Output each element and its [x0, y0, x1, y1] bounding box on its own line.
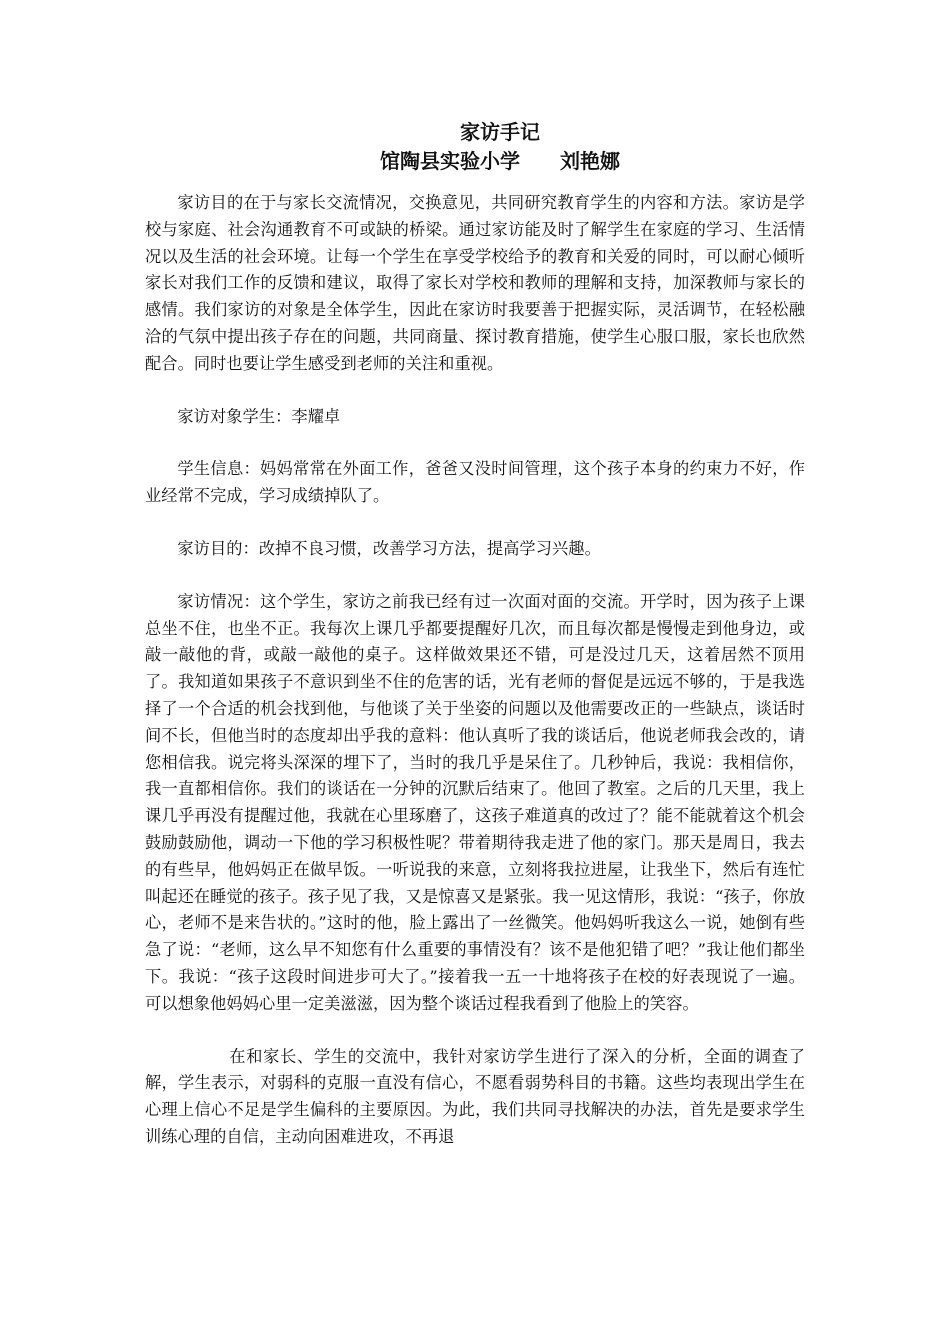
paragraph-student: 家访对象学生：李耀卓 [177, 406, 341, 426]
document-subtitle: 馆陶县实验小学 刘艳娜 [380, 149, 620, 173]
paragraph-student-info: 学生信息：妈妈常常在外面工作，爸爸又没时间管理，这个孩子本身的约束力不好，作业经常不完成，学习成绩掉队了。 [145, 459, 805, 506]
paragraph-purpose: 家访目的在于与家长交流情况，交换意见，共同研究教育学生的内容和方法。家访是学校与家庭、社会沟通教育不可或缺的桥梁。通过家访能及时了解学生在家庭的学习、生活情况以及生活的社会环境。让每一个学生在享受学校给予的教育和关爱的同时，可以耐心倾听家长对我们工作的反馈和建议，取得了家长对学校和教师的理解和支持，加深教师与家长的感情。我们家访的对象是全体学生，因此在家访时我要善于把握实际，灵活调节，在轻松融洽的气氛中提出孩子存在的问题，共同商量、探讨教育措施，使学生心服口服，家长也欣然配合。同时也要让学生感受到老师的关注和重视。 [145, 193, 805, 373]
document-title: 家访手记 [460, 120, 540, 144]
paragraph-visit-details: 家访情况：这个学生，家访之前我已经有过一次面对面的交流。开学时，因为孩子上课总坐不住，也坐不正。我每次上课几乎都要提醒好几次，而且每次都是慢慢走到他身边，或敲一敲他的背，或敲一敲他的桌子。这样做效果还不错，可是没过几天，这着居然不顶用了。我知道如果孩子不意识到坐不住的危害的话，光有老师的督促是远远不够的，于是我选择了一个合适的机会找到他，与他谈了关于坐姿的问题以及他需要改正的一些缺点，谈话时间不长，但他当时的态度却出乎我的意料：他认真听了我的谈话后，他说老师我会改的，请您相信我。说完将头深深的埋下了，当时的我几乎是呆住了。几秒钟后，我说：我相信你，我一直都相信你。我们的谈话在一分钟的沉默后结束了。他回了教室。之后的几天里，我上课几乎再没有提醒过他，我就在心里琢磨了，这孩子难道真的改过了？能不能就着这个机会鼓励鼓励他，调动一下他的学习积极性呢？带着期待我走进了他的家门。那天是周日，我去的有些早，他妈妈正在做早饭。一听说我的来意，立刻将我拉进屋，让我坐下，然后有连忙叫起还在睡觉的孩子。孩子见了我，又是惊喜又是紧张。我一见这情形，我说：“孩子，你放心，老师不是来告状的。”这时的他，脸上露出了一丝微笑。他妈妈听我这么一说，她倒有些急了说：“老师，这么早不知您有什么重要的事情没有？该不是他犯错了吧？”我让他们都坐下。我说：“孩子这段时间进步可大了。”接着我一五一十地将孩子在校的好表现说了一遍。可以想象他妈妈心里一定美滋滋，因为整个谈话过程我看到了他脸上的笑容。 [145, 591, 805, 1013]
paragraph-visit-goal: 家访目的：改掉不良习惯，改善学习方法，提高学习兴趣。 [177, 538, 601, 558]
document-page [145, 118, 805, 1177]
paragraph-analysis: 在和家长、学生的交流中，我针对家访学生进行了深入的分析，全面的调查了解，学生表示，对弱科的克服一直没有信心，不愿看弱势科目的书籍。这些均表现出学生在心理上信心不足是学生偏科的主要原因。为此，我们共同寻找解决的办法，首先是要求学生训练心理的自信，主动向困难进攻，不再退 [145, 1046, 805, 1146]
